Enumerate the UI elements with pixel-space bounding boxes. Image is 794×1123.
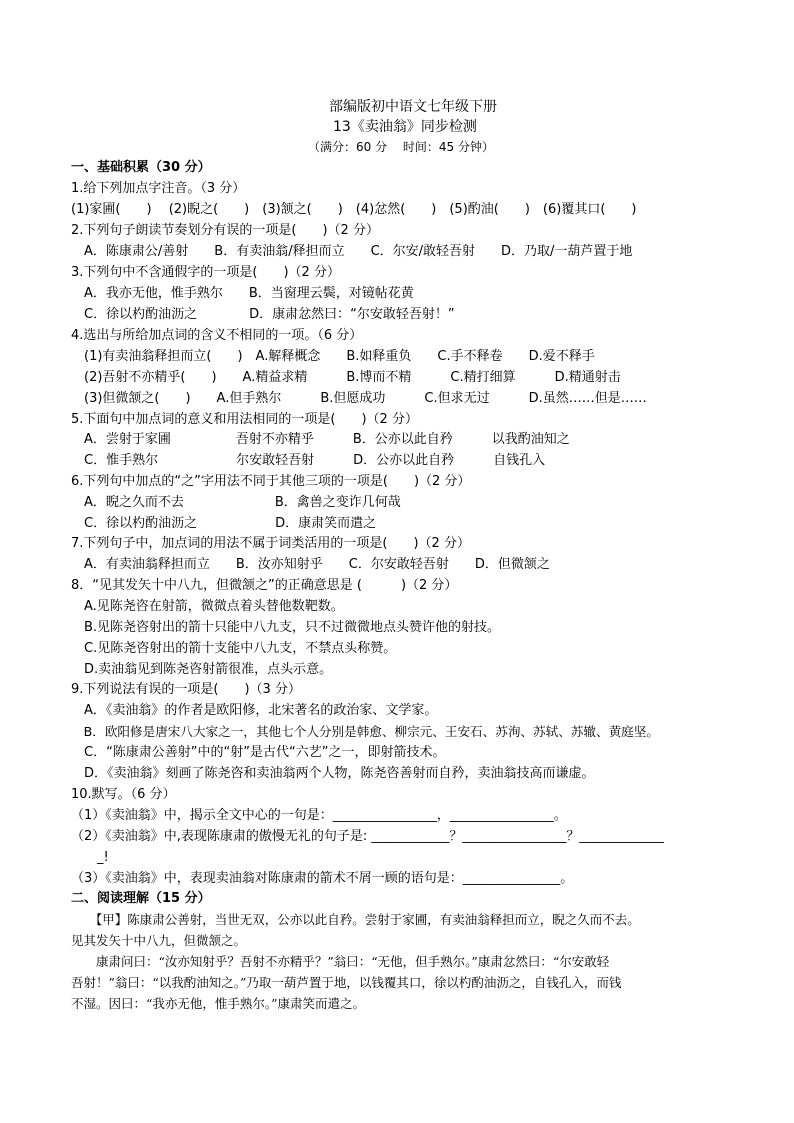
passage-line: 见其发矢十中八九，但微颔之。 xyxy=(71,933,247,948)
exam-meta: （满分：60 分 时间：45 分钟） xyxy=(308,140,494,154)
question-line: A．睨之久而不去 B．禽兽之变诈几何哉 xyxy=(71,495,401,510)
question-line: D.卖油翁见到陈尧咨射箭很准，点头示意。 xyxy=(71,662,333,677)
question-line: B．欧阳修是唐宋八大家之一，其他七个人分别是韩愈、柳宗元、王安石、苏洵、苏轼、苏辙、黄庭坚。 xyxy=(71,724,659,739)
question-line: D．《卖油翁》刻画了陈尧咨和卖油翁两个人物，陈尧咨善射而自矜，卖油翁技高而谦虚。 xyxy=(71,766,595,781)
question-line: 2.下列句子朗读节奏划分有误的一项是( )（2 分） xyxy=(71,223,379,238)
question-line: C．徐以杓酌油沥之 D．康肃笑而遣之 xyxy=(71,516,377,531)
question-line: A．陈康肃公/善射 B．有卖油翁/释担而立 C．尔安/敢轻吾射 D．乃取/一葫芦置于地 xyxy=(71,244,633,259)
question-line: A．有卖油翁释担而立 B．汝亦知射乎 C．尔安敢轻吾射 D．但微颔之 xyxy=(71,557,550,572)
question-line: A．我亦无他，惟手熟尔 B．当窗理云鬓，对镜帖花黄 xyxy=(71,286,414,301)
question-line: A．《卖油翁》的作者是欧阳修，北宋著名的政治家、文学家。 xyxy=(71,703,438,718)
question-line: A.见陈尧咨在射箭，微微点着头替他数靶数。 xyxy=(71,599,344,614)
section-heading-basics: 一、基础积累（30 分） xyxy=(71,160,211,175)
question-line: 4.选出与所给加点词的含义不相同的一项。（6 分） xyxy=(71,328,363,343)
question-line: A．尝射于家圃 吾射不亦精乎 B．公亦以此自矜 以我酌油知之 xyxy=(71,432,570,447)
question-line: （2）《卖油翁》中,表现陈康肃的傲慢无礼的句子是: ____________？________________？_____________ xyxy=(71,829,664,844)
passage-line: 【甲】陈康肃公善射，当世无双，公亦以此自矜。尝射于家圃，有卖油翁释担而立，睨之久而不去。 xyxy=(71,912,640,927)
question-line: 5.下面句中加点词的意义和用法相同的一项是( )（2 分） xyxy=(71,412,418,427)
question-line: C．“陈康肃公善射”中的“射”是古代“六艺”之一，即射箭技术。 xyxy=(71,745,446,760)
question-line: 10.默写。（6 分） xyxy=(71,787,176,802)
question-line: (2)吾射不亦精乎( ) A.精益求精 B.博而不精 C.精打细算 D.精通射击 xyxy=(71,370,621,385)
question-line: 7.下列句子中，加点词的用法不属于词类活用的一项是( )（2 分） xyxy=(71,536,470,551)
section-heading-reading: 二、阅读理解（15 分） xyxy=(71,891,211,906)
passage-line: 不湿。因曰：“我亦无他，惟手熟尔。”康肃笑而遣之。 xyxy=(71,996,366,1011)
question-line: (1)有卖油翁释担而立( ) A.解释概念 B.如释重负 C.手不释卷 D.爱不释手 xyxy=(71,349,595,364)
question-line: （3）《卖油翁》中，表现卖油翁对陈康肃的箭术不屑一顾的语句是：_______________。 xyxy=(71,871,574,886)
question-line: 1.给下列加点字注音。（3 分） xyxy=(71,181,246,196)
question-line: 3.下列句中不含通假字的一项是( )（2 分） xyxy=(71,265,340,280)
page-subtitle: 13《卖油翁》同步检测 xyxy=(333,119,477,135)
passage-line: 吾射！”翁曰：“以我酌油知之。”乃取一葫芦置于地，以钱覆其口，徐以杓酌油沥之，自钱孔入，而钱 xyxy=(71,975,622,990)
question-line: _! xyxy=(71,850,109,865)
question-line: 9.下列说法有误的一项是( )（3 分） xyxy=(71,682,301,697)
question-line: (3)但微颔之( ) A.但手熟尔 B.但愿成功 C.但求无过 D.虽然……但是…… xyxy=(71,391,647,406)
question-line: C．徐以杓酌油沥之 D．康肃忿然曰：“尔安敢轻吾射！” xyxy=(71,307,455,322)
page-title: 部编版初中语文七年级下册 xyxy=(329,99,497,115)
passage-line: 康肃问曰：“汝亦知射乎？吾射不亦精乎？”翁曰：“无他，但手熟尔。”康肃忿然曰：“尔安敢轻 xyxy=(71,954,610,969)
question-line: (1)家圃( ) (2)睨之( ) (3)颔之( ) (4)忿然( ) (5)酌油( ) (6)覆其口( ) xyxy=(71,202,637,217)
question-line: 8．“见其发矢十中八九，但微颔之”的正确意思是 ( )（2 分） xyxy=(71,578,458,593)
question-line: C．惟手熟尔 尔安敢轻吾射 D．公亦以此自矜 自钱孔入 xyxy=(71,453,546,468)
question-line: C.见陈尧咨射出的箭十支能中八九支，不禁点头称赞。 xyxy=(71,641,397,656)
question-line: （1）《卖油翁》中，揭示全文中心的一句是：________________，________________。 xyxy=(71,808,567,823)
question-line: B.见陈尧咨射出的箭十只能中八九支，只不过微微地点头赞许他的射技。 xyxy=(71,620,501,635)
question-line: 6.下列句中加点的“之”字用法不同于其他三项的一项是( )（2 分） xyxy=(71,474,471,489)
